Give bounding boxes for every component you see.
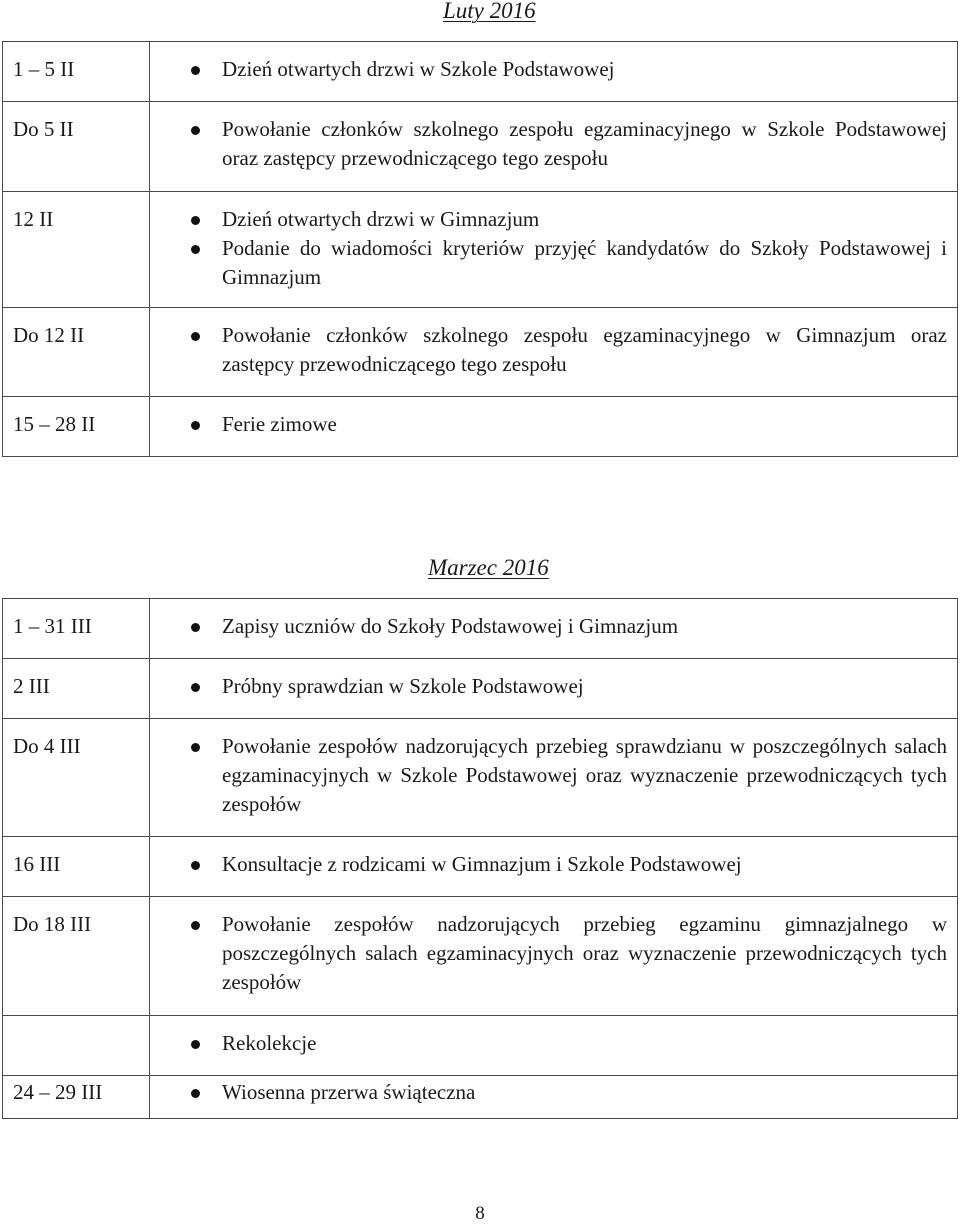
table-row xyxy=(3,42,958,102)
row-date: 24 – 29 III xyxy=(3,1076,150,1119)
item-text: Powołanie zespołów nadzorujących przebieg egzaminu gimnazjalnego w poszczególnych salach egzaminacyjnych oraz wyznaczenie przewodniczących tych zespołów xyxy=(222,912,947,994)
table-row xyxy=(3,1076,958,1119)
list-item xyxy=(150,321,957,379)
row-items xyxy=(150,308,958,397)
table-row xyxy=(3,599,958,659)
row-date: 16 III xyxy=(3,837,150,897)
table-row xyxy=(3,102,958,192)
row-items xyxy=(150,659,958,719)
item-text: Podanie do wiadomości kryteriów przyjęć kandydatów do Szkoły Podstawowej i Gimnazjum xyxy=(222,236,947,289)
bullet-icon xyxy=(191,332,200,341)
row-items xyxy=(150,837,958,897)
table-row xyxy=(3,192,958,308)
bullet-icon xyxy=(191,861,200,870)
row-items xyxy=(150,599,958,659)
bullet-icon xyxy=(191,126,200,135)
item-text: Powołanie członków szkolnego zespołu egzaminacyjnego w Szkole Podstawowej oraz zastępcy przewodniczącego tego zespołu xyxy=(222,117,947,170)
row-date: Do 5 II xyxy=(3,102,150,192)
bullet-icon xyxy=(191,743,200,752)
row-date: 2 III xyxy=(3,659,150,719)
list-item xyxy=(150,205,957,234)
row-date: 1 – 31 III xyxy=(3,599,150,659)
row-items xyxy=(150,1076,958,1119)
row-items xyxy=(150,192,958,308)
bullet-icon xyxy=(191,216,200,225)
list-item xyxy=(150,850,957,879)
row-items xyxy=(150,397,958,457)
bullet-icon xyxy=(191,1089,200,1098)
row-date: 15 – 28 II xyxy=(3,397,150,457)
table-row xyxy=(3,837,958,897)
bullet-icon xyxy=(191,66,200,75)
list-item xyxy=(150,910,957,997)
list-item xyxy=(150,234,957,292)
section-title-marzec: Marzec 2016 xyxy=(428,555,549,580)
bullet-icon xyxy=(191,921,200,930)
row-date: Do 4 III xyxy=(3,719,150,837)
row-date: 1 – 5 II xyxy=(3,42,150,102)
table-row xyxy=(3,308,958,397)
list-item xyxy=(150,732,957,819)
schedule-table-marzec xyxy=(2,598,958,1119)
bullet-icon xyxy=(191,1040,200,1049)
item-text: Próbny sprawdzian w Szkole Podstawowej xyxy=(222,674,584,698)
item-text: Rekolekcje xyxy=(222,1031,317,1055)
row-date: Do 18 III xyxy=(3,897,150,1016)
table-row xyxy=(3,397,958,457)
table-row xyxy=(3,1016,958,1076)
item-text: Zapisy uczniów do Szkoły Podstawowej i Gimnazjum xyxy=(222,614,679,638)
schedule-table-luty xyxy=(2,41,958,457)
row-items xyxy=(150,42,958,102)
list-item xyxy=(150,55,957,84)
section-title-luty: Luty 2016 xyxy=(443,0,536,23)
bullet-icon xyxy=(191,245,200,254)
item-text: Dzień otwartych drzwi w Gimnazjum xyxy=(222,207,540,231)
page-number: 8 xyxy=(475,1203,485,1224)
item-text: Konsultacje z rodzicami w Gimnazjum i Szkole Podstawowej xyxy=(222,852,742,876)
row-date: Do 12 II xyxy=(3,308,150,397)
table-row xyxy=(3,719,958,837)
list-item xyxy=(150,612,957,641)
bullet-icon xyxy=(191,623,200,632)
item-text: Wiosenna przerwa świąteczna xyxy=(222,1080,476,1104)
item-text: Ferie zimowe xyxy=(222,412,337,436)
table-row xyxy=(3,659,958,719)
item-text: Dzień otwartych drzwi w Szkole Podstawowej xyxy=(222,57,615,81)
row-items xyxy=(150,897,958,1016)
list-item xyxy=(150,1078,957,1107)
row-date: 12 II xyxy=(3,192,150,308)
row-date xyxy=(3,1016,150,1076)
row-items xyxy=(150,719,958,837)
bullet-icon xyxy=(191,421,200,430)
row-items xyxy=(150,102,958,192)
item-text: Powołanie członków szkolnego zespołu egzaminacyjnego w Gimnazjum oraz zastępcy przewodniczącego tego zespołu xyxy=(222,323,947,376)
list-item xyxy=(150,410,957,439)
table-row xyxy=(3,897,958,1016)
bullet-icon xyxy=(191,683,200,692)
list-item xyxy=(150,1029,957,1058)
row-items xyxy=(150,1016,958,1076)
list-item xyxy=(150,115,957,173)
item-text: Powołanie zespołów nadzorujących przebieg sprawdzianu w poszczególnych salach egzaminacyjnych w Szkole Podstawowej oraz wyznaczenie przewodniczących tych zespołów xyxy=(222,734,947,816)
list-item xyxy=(150,672,957,701)
